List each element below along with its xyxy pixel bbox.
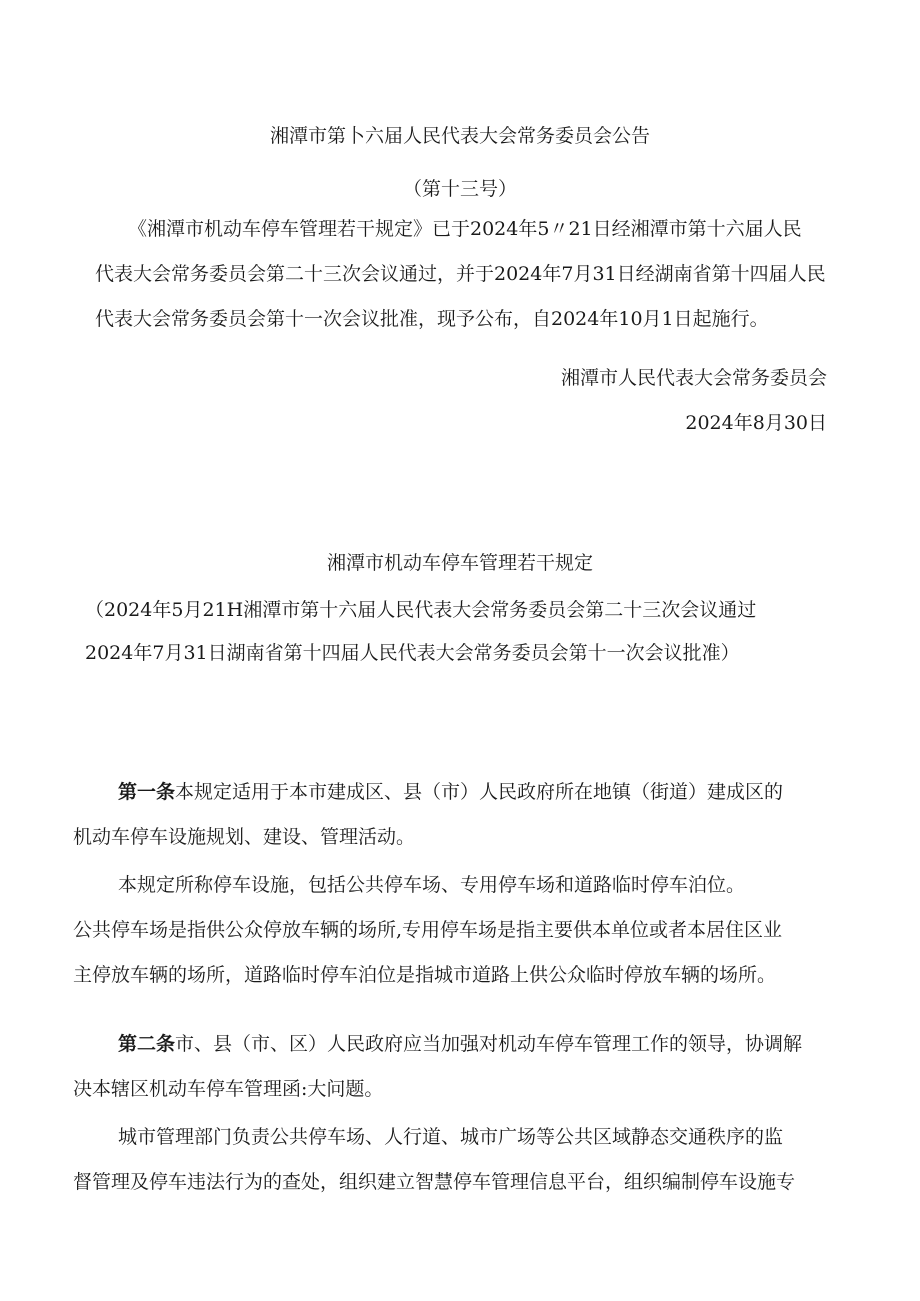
notice-body-line: 代表大会常务委员会第二十三次会议通过，并于2024年7月31日经湖南省第十四届人民 — [95, 263, 826, 285]
article-1-paragraph-line: 主停放车辆的场所，道路临时停车泊位是指城市道路上供公众临时停放车辆的场所。 — [73, 964, 777, 986]
article-1-heading: 第一条 — [118, 781, 176, 803]
article-1-paragraph-line: 本规定所称停车设施，包括公共停车场、专用停车场和道路临时停车泊位。 — [118, 874, 746, 896]
notice-number: （第十三号） — [402, 178, 517, 200]
notice-body-line: 代表大会常务委员会第十一次会议批准，现予公布，自2024年10月1日起施行。 — [95, 308, 769, 330]
regulation-adoption-line: 2024年7月31日湖南省第十四届人民代表大会常务委员会第十一次会议批准） — [85, 642, 740, 664]
article-1-continuation: 机动车停车设施规划、建设、管理活动。 — [73, 826, 416, 848]
notice-signatory: 湘潭市人民代表大会常务委员会 — [560, 367, 827, 389]
notice-body-line: 《湘潭市机动车停车管理若干规定》已于2024年5〃21日经湘潭市第十六届人民 — [128, 218, 802, 240]
article-2-continuation: 决本辖区机动车停车管理函:大问题。 — [73, 1078, 384, 1100]
notice-title: 湘潭市第卜六届人民代表大会常务委员会公告 — [269, 125, 650, 147]
article-2-paragraph-line: 城市管理部门负责公共停车场、人行道、城市广场等公共区域静态交通秩序的监 — [118, 1126, 784, 1148]
article-1-first-line — [118, 780, 783, 804]
article-2-heading: 第二条 — [118, 1033, 176, 1055]
article-1-paragraph-line: 公共停车场是指供公众停放车辆的场所,专用停车场是指主要供本单位或者本居住区业 — [73, 919, 783, 941]
article-2-paragraph-line: 督管理及停车违法行为的查处，组织建立智慧停车管理信息平台，组织编制停车设施专 — [73, 1171, 796, 1193]
regulation-adoption-line: （2024年5月21H湘潭市第十六届人民代表大会常务委员会第二十三次会议通过 — [85, 599, 757, 621]
notice-date: 2024年8月30日 — [685, 412, 827, 434]
article-1-text: 本规定适用于本市建成区、县（市）人民政府所在地镇（街道）建成区的 — [175, 781, 784, 803]
article-2-first-line — [118, 1032, 802, 1056]
regulation-title: 湘潭市机动车停车管理若干规定 — [326, 552, 593, 574]
article-2-text: 市、县（市、区）人民政府应当加强对机动车停车管理工作的领导，协调解 — [175, 1033, 803, 1055]
